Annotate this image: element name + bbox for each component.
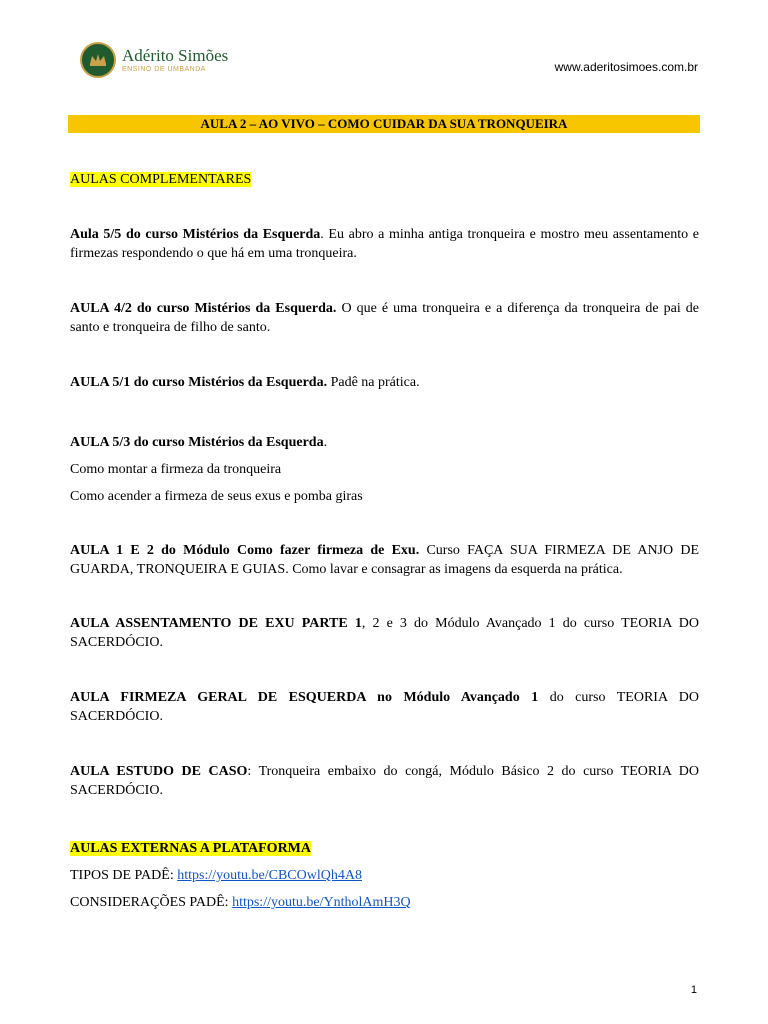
- item-text: Padê na prática.: [327, 375, 420, 390]
- item-text: , 2 e 3 do Módulo Avançado 1 do curso TEORIA DO SACERDÓCIO.: [70, 616, 699, 650]
- item-text: Curso FAÇA SUA FIRMEZA DE ANJO DE GUARDA, TRONQUEIRA E GUIAS. Como lavar e consagrar as imagens da esquerda na prática.: [70, 543, 699, 577]
- list-item: [70, 225, 699, 263]
- section-heading-complementares: [70, 170, 699, 189]
- link-line: [70, 889, 699, 916]
- youtube-link[interactable]: https://youtu.be/CBCOwlQh4A8: [177, 868, 362, 883]
- brand-logo: [80, 42, 228, 78]
- item-subline: Como montar a firmeza da tronqueira: [70, 462, 282, 477]
- item-text: .: [323, 435, 328, 450]
- link-line: [70, 862, 699, 889]
- list-item: [70, 762, 699, 800]
- section2-heading: AULAS EXTERNAS A PLATAFORMA: [70, 841, 312, 856]
- external-links-section: [70, 835, 699, 916]
- item-text: do curso TEORIA DO SACERDÓCIO.: [70, 690, 700, 724]
- list-item: [70, 429, 699, 510]
- item-title: AULA ESTUDO DE CASO: [70, 764, 248, 779]
- item-text: : Tronqueira embaixo do congá, Módulo Básico 2 do curso TEORIA DO SACERDÓCIO.: [70, 764, 699, 798]
- item-text: O que é uma tronqueira e a diferença da tronqueira de pai de santo e tronqueira de filho de santo.: [70, 301, 699, 335]
- item-title: AULA 4/2 do curso Mistérios da Esquerda.: [70, 301, 337, 316]
- item-text: . Eu abro a minha antiga tronqueira e mostro meu assentamento e firmezas respondendo o que há em uma tronqueira.: [70, 227, 699, 261]
- item-title: AULA 1 E 2 do Módulo Como fazer firmeza de Exu.: [70, 543, 420, 558]
- list-item: [70, 614, 699, 652]
- logo-subtitle: ENSINO DE UMBANDA: [122, 66, 206, 73]
- item-title: Aula 5/5 do curso Mistérios da Esquerda: [70, 227, 321, 242]
- list-item: [70, 373, 699, 392]
- youtube-link[interactable]: https://youtu.be/YntholAmH3Q: [232, 895, 411, 910]
- section1-heading: AULAS COMPLEMENTARES: [70, 172, 252, 187]
- list-item: [70, 299, 699, 337]
- crown-icon: [80, 42, 116, 78]
- item-title: AULA 5/3 do curso Mistérios da Esquerda: [70, 435, 324, 450]
- item-title: AULA FIRMEZA GERAL DE ESQUERDA no Módulo Avançado 1: [70, 690, 539, 705]
- item-title: AULA ASSENTAMENTO DE EXU PARTE 1: [70, 616, 362, 631]
- document-title: AULA 2 – AO VIVO – COMO CUIDAR DA SUA TRONQUEIRA: [68, 115, 700, 133]
- page-number: 1: [690, 984, 697, 996]
- logo-name: Adérito Simões: [122, 46, 229, 65]
- list-item: [70, 541, 699, 579]
- list-item: [70, 688, 699, 726]
- item-subline: Como acender a firmeza de seus exus e pomba giras: [70, 489, 363, 504]
- site-url: www.aderitosimoes.com.br: [554, 60, 698, 74]
- item-title: AULA 5/1 do curso Mistérios da Esquerda.: [70, 375, 328, 390]
- link-label: CONSIDERAÇÕES PADÊ:: [70, 895, 233, 910]
- link-label: TIPOS DE PADÊ:: [70, 868, 178, 883]
